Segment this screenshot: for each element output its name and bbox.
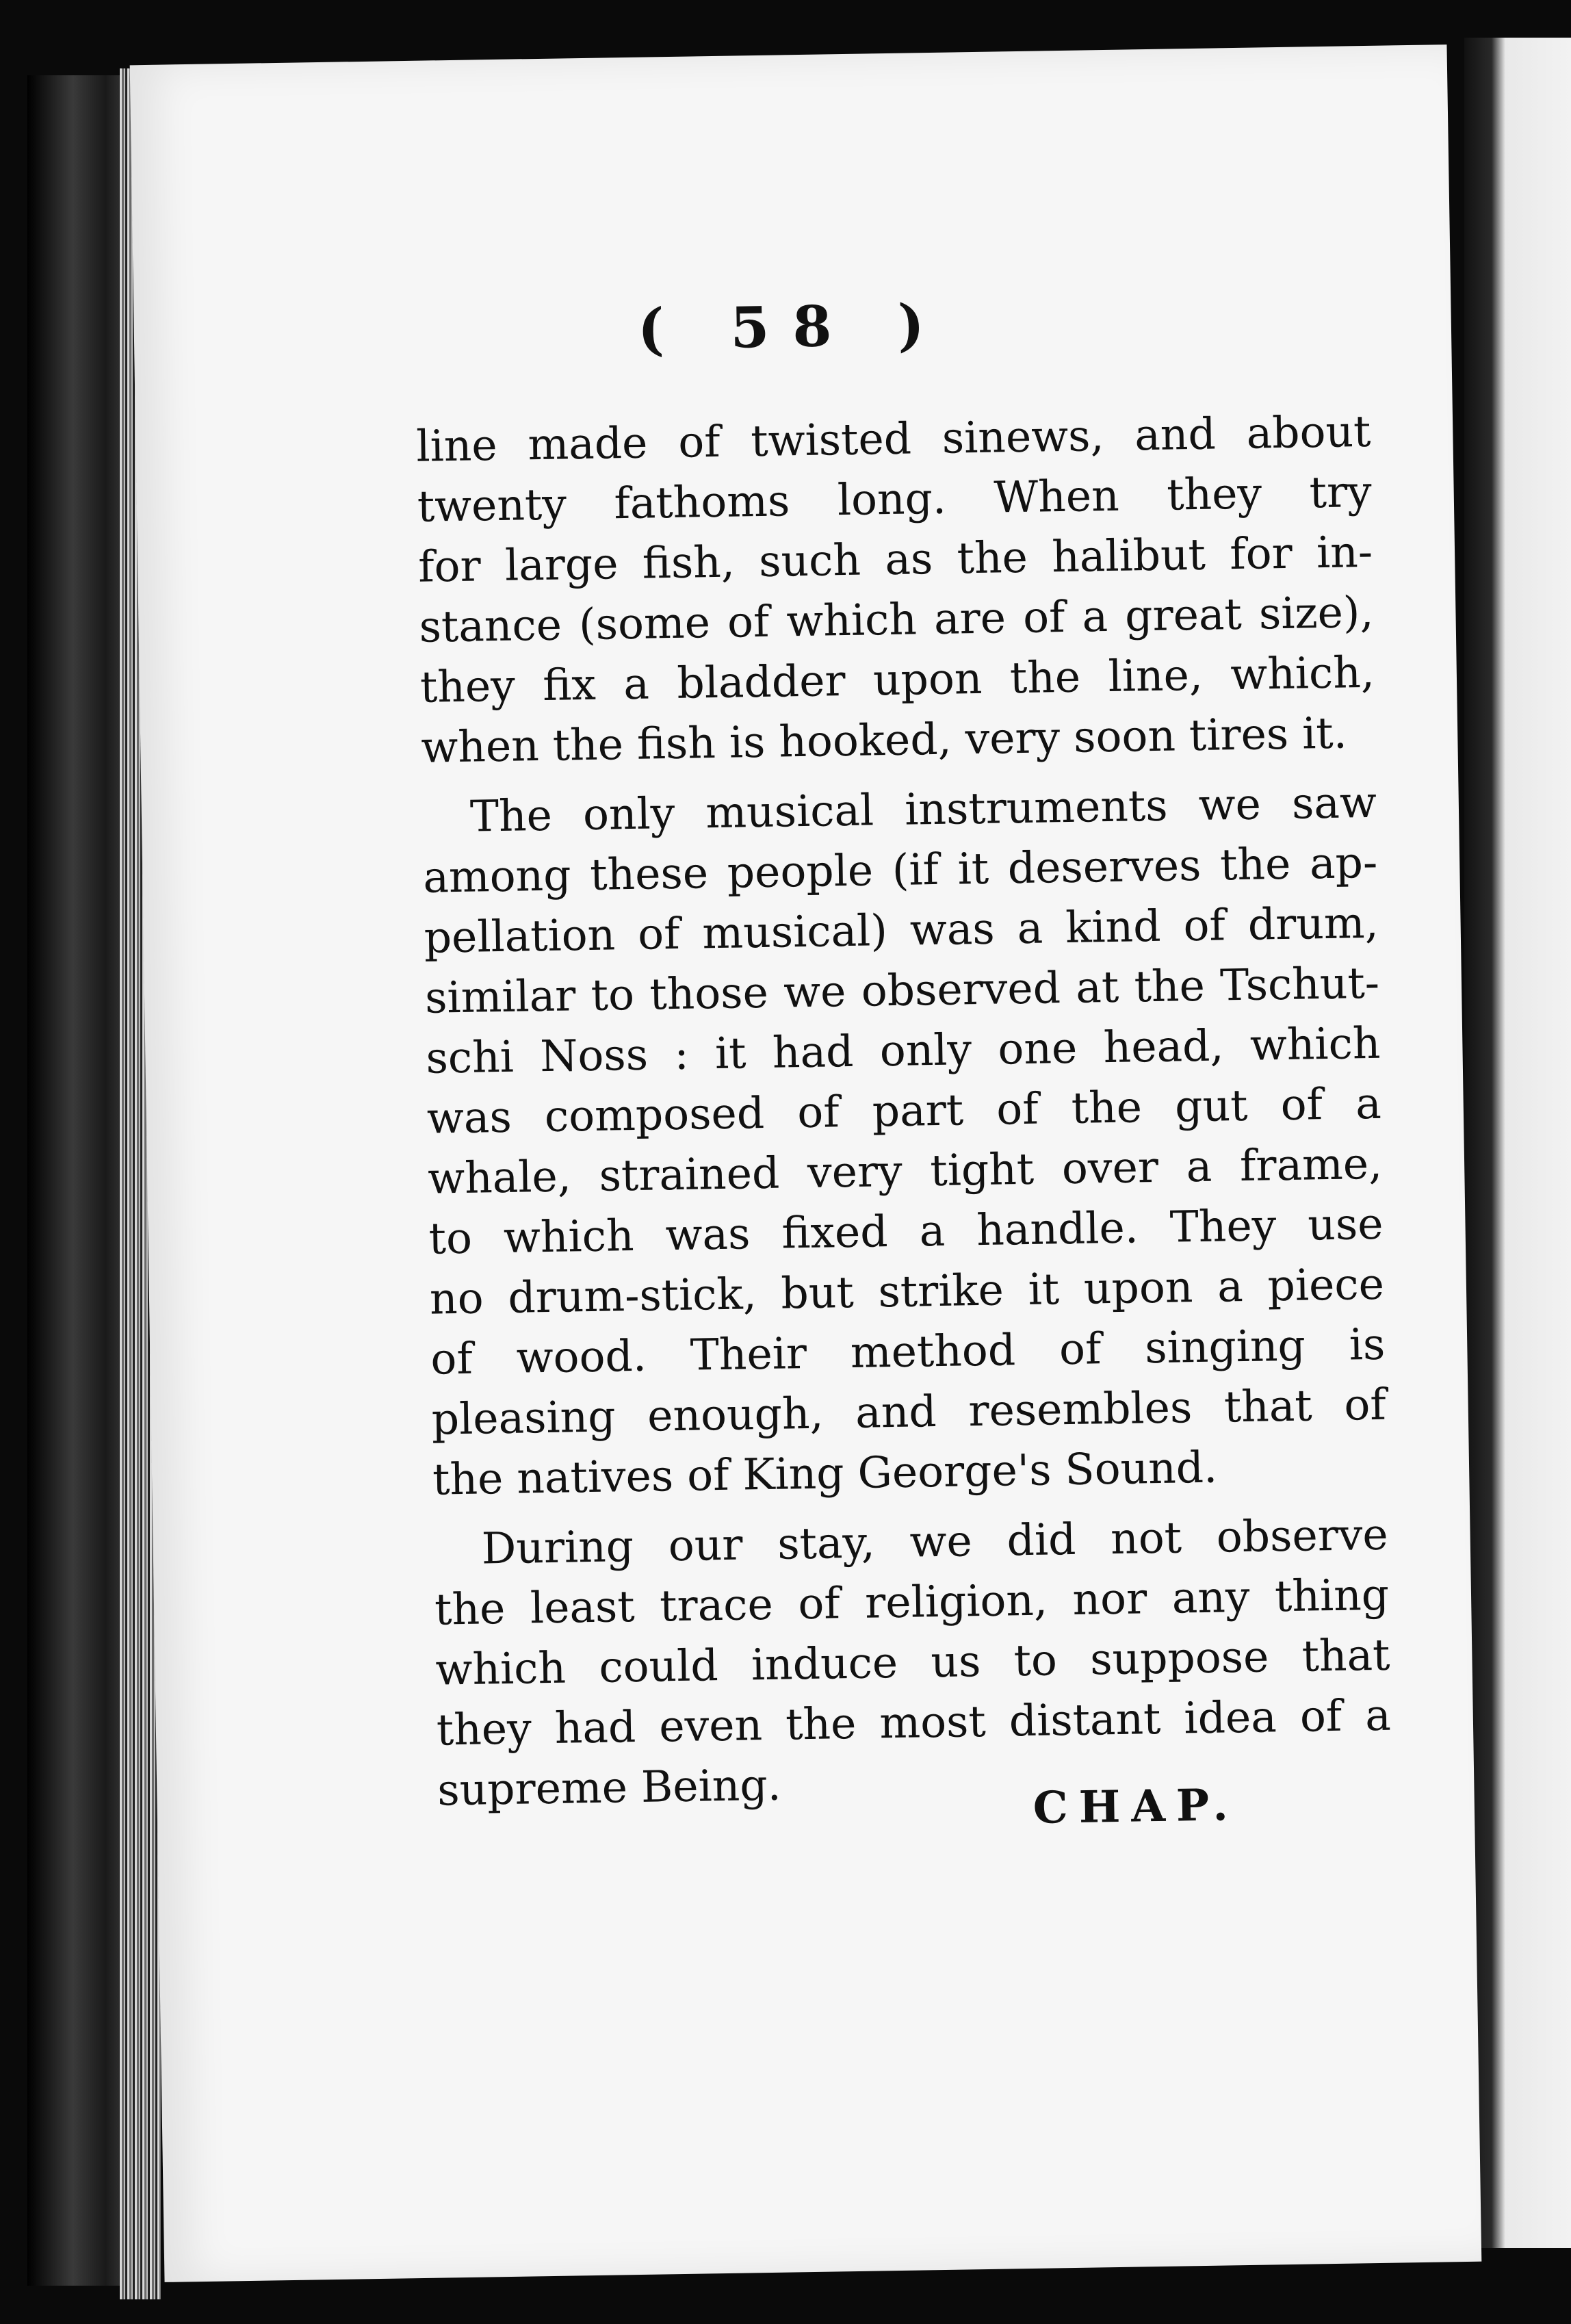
text-line: The only musical instruments we saw [469, 777, 1377, 842]
page-number-header: ( 58 ) [637, 292, 948, 363]
text-line: the least trace of religion, nor any thing [434, 1569, 1390, 1635]
text-line: no drum-stick, but strike it upon a piece [429, 1258, 1385, 1324]
text-line: whale, strained very tight over a frame, [427, 1138, 1383, 1204]
text-line: was composed of part of the gut of a [426, 1078, 1382, 1144]
text-line: pleasing enough, and resembles that of [431, 1379, 1387, 1445]
body-text [416, 402, 1392, 1821]
text-line: twenty fathoms long. When they try [417, 466, 1373, 532]
text-line: similar to those we observed at the Tschut- [424, 957, 1380, 1023]
facing-page-edge [1464, 38, 1571, 2248]
text-line: During our stay, we did not observe [481, 1509, 1389, 1574]
text-line: schi Noss : it had only one head, which [425, 1018, 1381, 1083]
text-line: for large fish, such as the halibut for in- [417, 526, 1373, 592]
catchword: CHAP. [1033, 1779, 1240, 1834]
text-line: the natives of King George's Sound. [432, 1442, 1218, 1505]
text-line: stance (some of which are of a great size), [419, 586, 1375, 652]
text-line: line made of twisted sinews, and about [415, 406, 1371, 472]
text-line: of wood. Their method of singing is [430, 1319, 1386, 1384]
text-line: pellation of musical) was a kind of drum, [424, 897, 1379, 963]
book-page [130, 44, 1482, 2282]
text-line: they fix a bladder upon the line, which, [419, 647, 1375, 712]
text-line: among these people (if it deserves the ap- [422, 837, 1378, 903]
text-line: which could induce us to suppose that [434, 1629, 1390, 1695]
text-line: supreme Being. [437, 1759, 782, 1816]
text-line: they had even the most distant idea of a [436, 1690, 1392, 1755]
text-line: to which was fixed a handle. They use [428, 1198, 1384, 1264]
text-line: when the fish is hooked, very soon tires it. [420, 708, 1348, 773]
